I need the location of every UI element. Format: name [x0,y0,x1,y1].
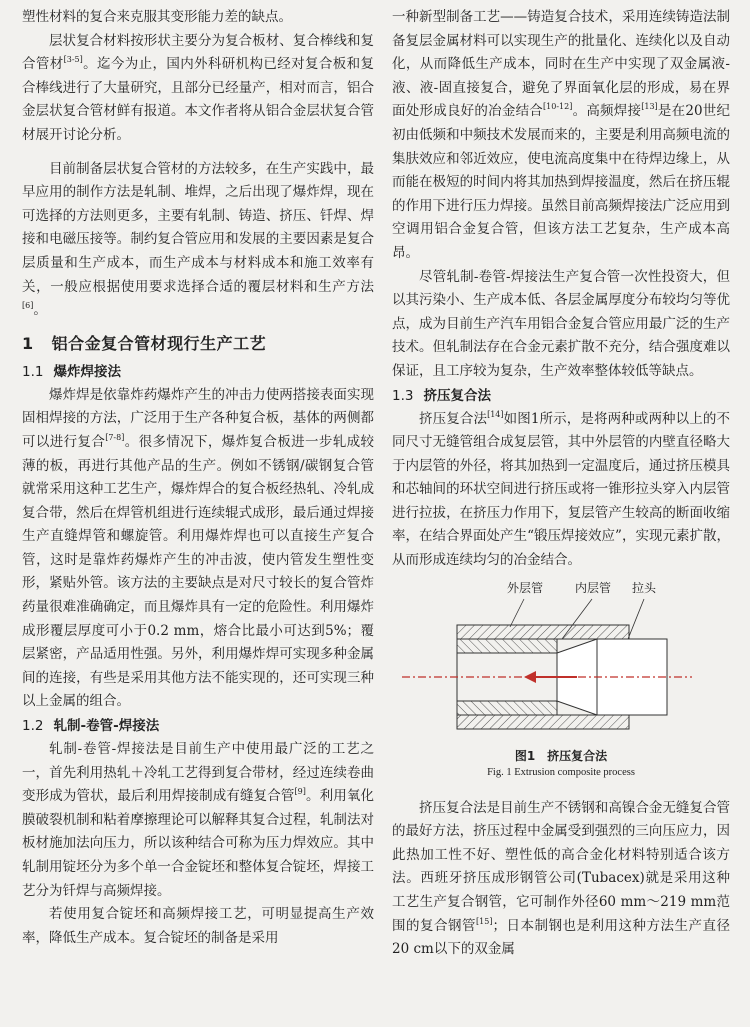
figure-caption: 图1 挤压复合法 [514,748,608,763]
citation: [6] [22,301,34,311]
outer-tube-top [457,625,629,639]
leader-line [628,599,644,639]
paragraph: 尽管轧制-卷管-焊接法生产复合管一次性投资大，但以其污染小、生产成本低、各层金属厚度分布较均匀等优点，成为目前生产汽车用铝合金复合管应用最广泛的生产技术。但轧制法存在合金元素扩散不充分，结合强度难以保证，且工序较为复杂，生产效率整体较低等缺点。 [392,268,730,379]
subsection-heading: 1.3 挤压复合法 [392,387,491,404]
paragraph: 挤压复合法[14]如图1所示，是将两种或两种以上的不同尺寸无缝管组合成复层管，其中外层管的内壁直径略大于内层管的外径，将其加热到一定温度后，通过挤压模具和芯轴间的环状空间进行挤压或将一锥形拉头穿入内层管进行拉拔，在挤压力作用下，复层管产生较高的断面收缩率，在结合界面处产生“锻压焊接效应”，实现元素扩散，从而形成连续均匀的冶金结合。 [392,409,731,569]
citation: [10-12] [543,102,573,112]
label-inner-tube: 内层管 [575,580,612,595]
citation: [3-5] [63,55,83,65]
outer-tube-bottom [457,715,629,729]
inner-tube-top [457,639,557,653]
subsection-heading: 1.2 轧制-卷管-焊接法 [22,718,160,735]
figure-caption-en: Fig. 1 Extrusion composite process [487,766,635,778]
paragraph: 塑性材料的复合来克服其变形能力差的缺点。 [22,9,292,25]
right-column [392,6,730,962]
paragraph: 一种新型制备工艺——铸造复合技术，采用连续铸造法制备复层金属材料可以实现生产的批量化、连续化以及自动化，从而降低生产成本，同时在生产中实现了双金属液-液、液-固直接复合，避免了界面氧化层的形成，易在界面处形成良好的冶金结合[10-12]。高频焊接[13]是在20世纪初由低频和中频技术发展而来的，主要是利用高频电流的集肤效应和邻近效应，使电流高度集中在待焊边缘上，从而能在极短的时间内将其加热到焊接温度，然后在挤压辊的作用下进行压力焊接。虽然目前高频焊接法广泛应用到空调用铝合金复合管，但该方法工艺复杂，生产成本高昂。 [392,9,731,261]
paragraph: 挤压复合法是目前生产不锈钢和高镍合金无缝复合管的最好方法，挤压过程中金属受到强烈的三向压应力，因此热加工性不好、塑性低的高合金化材料特别适合该方法。西班牙挤压成形钢管公司(Tubacex)就是采用这种工艺生产复合钢管，它可制作外径60 mm～219 mm范围的复合钢管[15]；日本制钢也是利用这种方法生产直径20 cm以下的双金属 [392,799,731,958]
figure-extrusion [392,579,730,778]
subsection-heading: 1.1 爆炸焊接法 [22,363,121,380]
label-outer-tube: 外层管 [507,580,544,595]
citation: [14] [487,409,504,419]
citation: [9] [294,787,306,797]
leader-line [510,599,524,627]
section-heading: 1 铝合金复合管材现行生产工艺 [22,333,267,353]
citation: [13] [641,102,658,112]
arrow-head [524,671,536,683]
paragraph: 目前制备层状复合管材的方法较多，在生产实践中，最早应用的制作方法是轧制、堆焊，之后出现了爆炸焊，现在可选择的方法则更多，主要有轧制、铸造、挤压、钎焊、焊接和电磁压接等。制约复合管应用和发展的主要因素是复合层质量和生产成本，而生产成本与材料成本和施工效率有关，一般应根据使用要求选择合适的覆层材料和生产方法[6]。 [22,160,374,319]
paragraph: 爆炸焊是依靠炸药爆炸产生的冲击力使两搭接表面实现固相焊接的方法，广泛用于生产各种复合板，基体的两侧都可以进行复合[7-8]。很多情况下，爆炸复合板进一步轧成较薄的板，再进行其他产品的生产。例如不锈钢/碳钢复合管就常采用这种工艺生产，爆炸焊合的复合板经热轧、冷轧成复合带，然后在焊管机组进行连续辊式成形，最后通过焊接生产直缝焊管和螺旋管。利用爆炸焊也可以直接生产复合管，这时是靠炸药爆炸产生的冲击波，使内管发生塑性变形，紧贴外管。该方法的主要缺点是对尺寸较长的复合管炸药量很难准确确定，而且爆炸具有一定的危险性。利用爆炸成形覆层厚度可小于0.2 mm，熔合比最小可达到5%；覆层紧密，产品适用性强。另外，利用爆炸焊可实现多种金属间的连接，有些是采用其他方法不能实现的，还可实现三种以上金属的组合。 [22,386,374,710]
paragraph: 轧制-卷管-焊接法是目前生产中使用最广泛的工艺之一，首先利用热轧＋冷轧工艺得到复合带材，经过连续卷曲变形成为管状，最后利用焊接制成有缝复合管[9]。利用氧化膜破裂机制和粘着摩擦理论可以解释其复合过程，轧制法对板材施加法向压力，所以该种结合可称为压力焊效应。其中轧制用锭坯分为多个单一合金锭坯和整体复合锭坯，焊接工艺分为钎焊与高频焊接。 [22,741,375,899]
citation: [7-8] [105,432,125,442]
extrusion-diagram [392,597,730,747]
label-draw-head: 拉头 [632,580,657,595]
paragraph: 层状复合材料按形状主要分为复合板材、复合棒线和复合管材[3-5]。迄今为止，国内外科研机构已经对复合板和复合棒线进行了大量研究，且部分已经量产，相对而言，铝合金层状复合管材鲜有报道。本文作者将从铝合金层状复合管材展开讨论分析。 [22,32,374,143]
left-column [22,6,374,950]
inner-tube-bottom [457,701,557,715]
citation: [15] [476,916,493,926]
paragraph: 若使用复合锭坯和高频焊接工艺，可明显提高生产效率，降低生产成本。复合锭坯的制备是采用 [22,906,374,946]
